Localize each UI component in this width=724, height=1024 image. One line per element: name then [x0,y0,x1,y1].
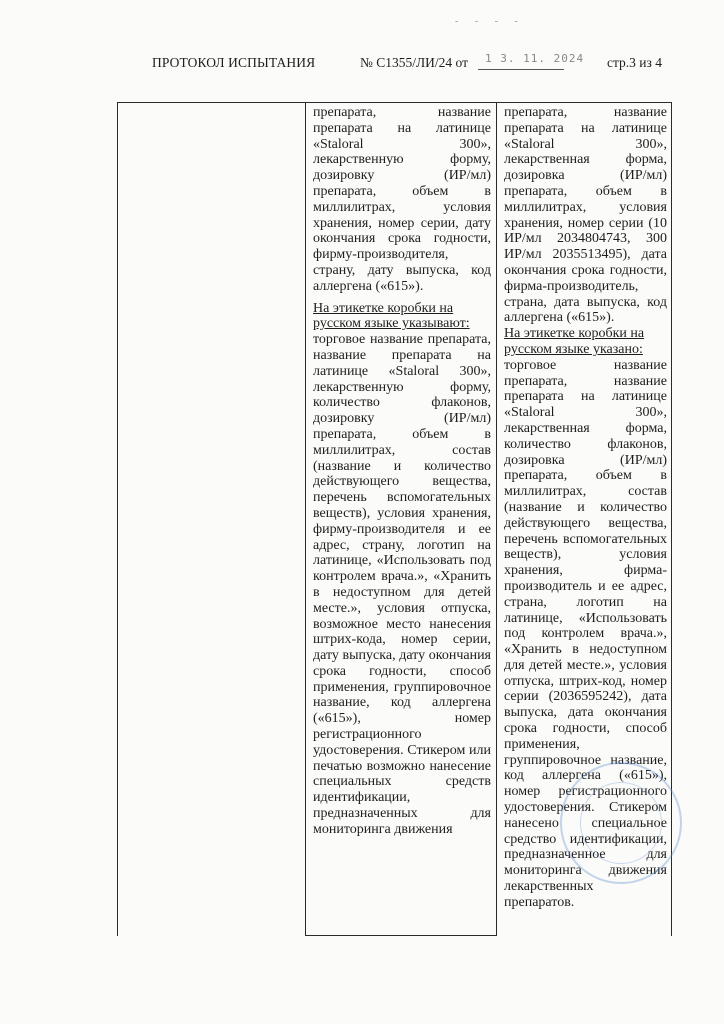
results-body: торговое название препарата, название препарата на латинице «Staloral 300», лекарственная форма, количество флаконов, дозировка (ИР/мл) препарата, объем в миллилитрах, состав (название и количество действующего вещества, перечень вспомогательных веществ), условия хранения, фирма-производитель и ее адрес, страна, логотип на латинице, «Использовать под контролем врача.», «Хранить в недоступном для детей месте.», условия отпуска, штрих-код, номер серии (2036595242), дата выпуска, дата окончания срока годности, способ применения, группировочное название, код аллергена («615»), номер регистрационного удостоверения. Стикером нанесено специальное средство идентификации, предназначенное для мониторинга движения лекарственных препаратов. [504,357,667,910]
requirements-intro: препарата, название препарата на латинице «Staloral 300», лекарственную форму, дозировку (ИР/мл) препарата, объем в миллилитрах, условия хранения, номер серии, дату окончания срока годности, фирму-производителя, страну, дату выпуска, код аллергена («615»). [313,105,491,294]
table-border [117,102,118,936]
table-top-border [117,102,672,103]
requirements-column [313,105,491,838]
protocol-title: ПРОТОКОЛ ИСПЫТАНИЯ [152,55,316,70]
blue-seal-stamp [560,762,682,884]
results-heading: На этикетке коробки на русском языке указано: [504,326,645,357]
requirements-body: торговое название препарата, название препарата на латинице «Staloral 300», лекарственную форму, количество флаконов, дозировку (ИР/мл) препарата, объем в миллилитрах, состав (название и количество действующего вещества, перечень вспомогательных веществ), условия хранения, фирму-производителя и ее адрес, страну, логотип на латинице, «Использовать под контролем врача.», «Хранить в недоступном для детей месте.», условия отпуска, возможное место нанесения штрих-кода, номер серии, дату выпуска, дату окончания срока годности, способ применения, группировочное название, код аллергена («615»), номер регистрационного удостоверения. Стикером или печатью возможно нанесение специальных средств идентификации, предназначенных для мониторинга движения [313,332,491,837]
table-border [305,102,306,936]
page-header [0,52,724,77]
date-underline [478,69,564,70]
table-bottom-border [305,935,496,936]
protocol-number: № С1355/ЛИ/24 от [360,55,469,70]
date-stamp: 1 3. 11. 2024 [485,52,585,65]
results-intro: препарата, название препарата на латинице «Staloral 300», лекарственная форма, дозировка (ИР/мл) препарата, объем в миллилитрах, условия хранения, номер серии (10 ИР/мл 2034804743, 300 ИР/мл 2035513495), дата окончания срока годности, фирма-производитель, страна, дата выпуска, код аллергена («615»). [504,105,667,326]
page-number: стр.3 из 4 [607,55,662,70]
requirements-heading: На этикетке коробки на русском языке указывают: [313,300,470,332]
seal-inner-ring [580,782,662,864]
scan-marks: - - - - [455,16,525,27]
table-border [496,102,497,936]
